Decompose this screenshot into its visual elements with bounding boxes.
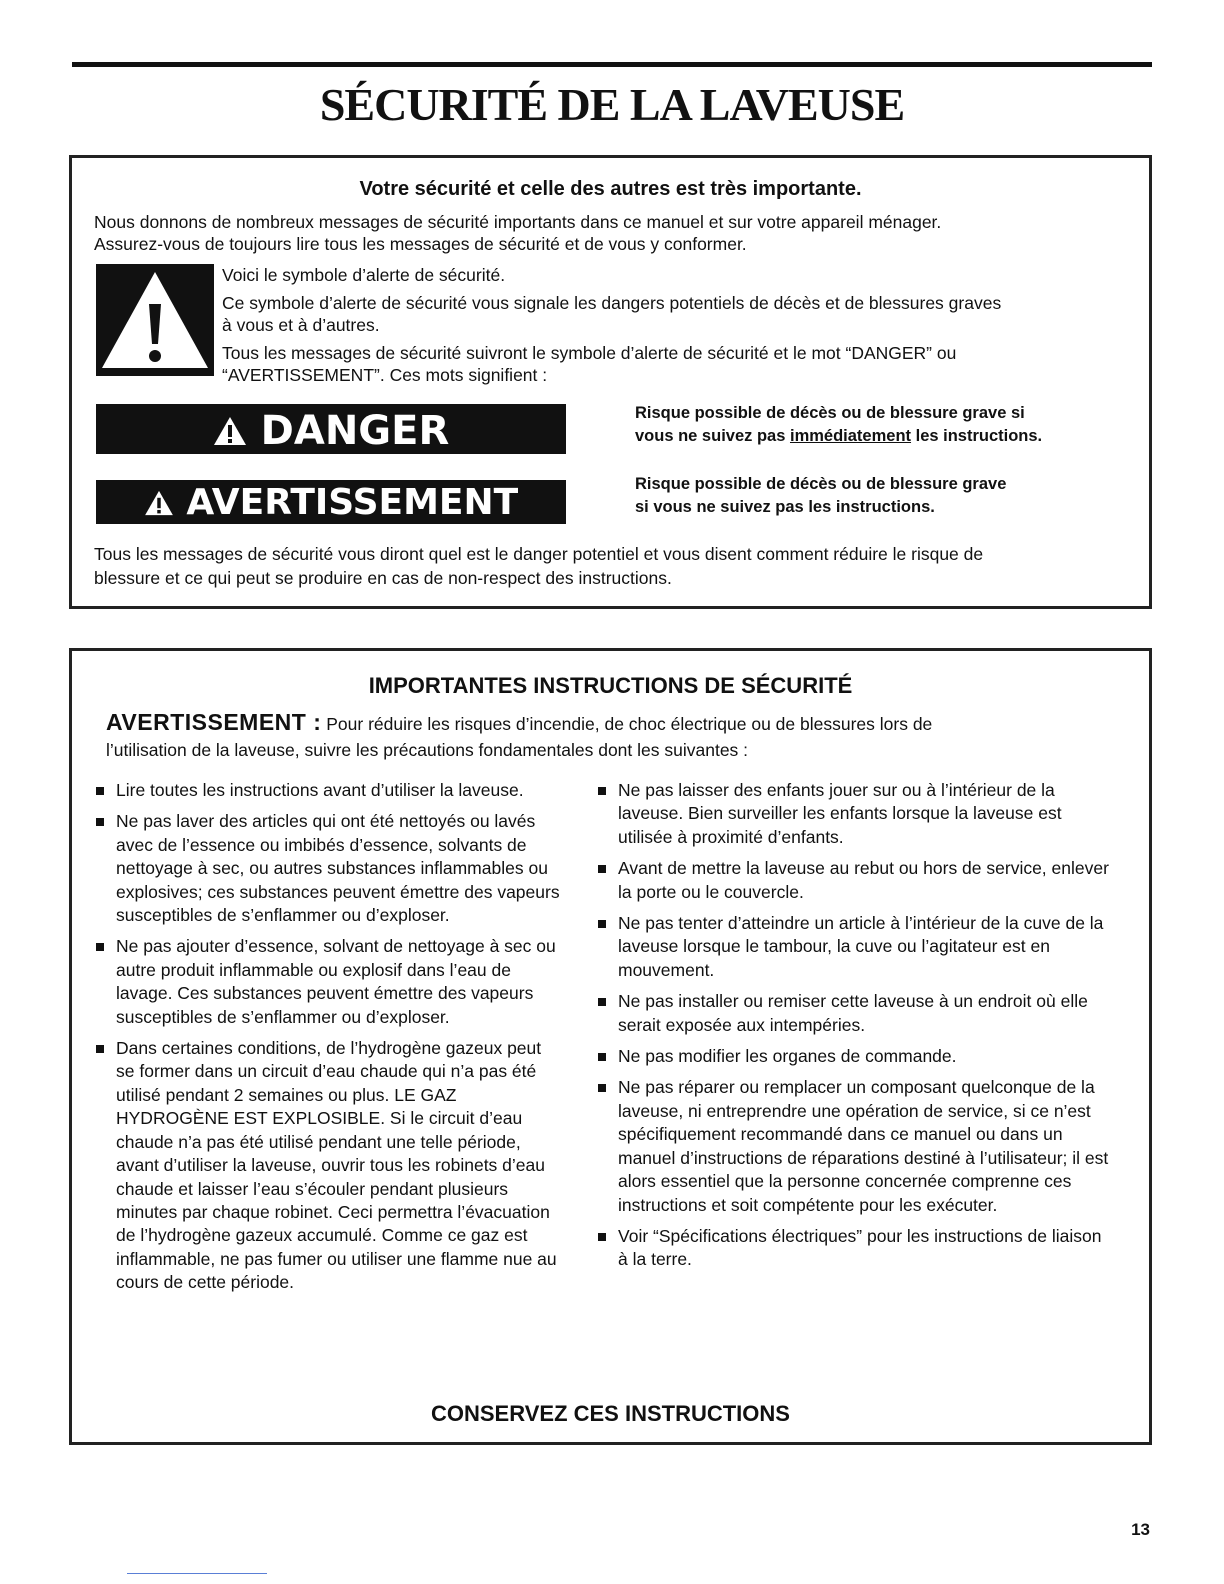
instruction-item: Ne pas modifier les organes de commande. [594, 1045, 1114, 1068]
instruction-item: Ne pas réparer ou remplacer un composant quelconque de la laveuse, ni entreprendre une opération de service, si ce n’est spécifiquement recommandé dans ce manuel ou dans un manuel d’instructions de réparations destiné à l’utilisateur; il est alors essentiel que la personne concernée comprenne ces instructions et soit compétente pour les exécuter. [594, 1076, 1114, 1216]
instruction-item: Ne pas tenter d’atteindre un article à l’intérieur de la cuve de la laveuse lorsque le tambour, la cuve ou l’agitateur est en mouvement. [594, 912, 1114, 982]
instruction-item: Ne pas laisser des enfants jouer sur ou à l’intérieur de la laveuse. Bien surveiller les enfants lorsque la laveuse est utilisée à proximité d’enfants. [594, 779, 1114, 849]
warning-label: AVERTISSEMENT [186, 482, 519, 523]
page-title: SÉCURITÉ DE LA LAVEUSE [319, 79, 905, 130]
warning-signal-bar [96, 480, 566, 524]
bullet-square-icon [96, 943, 104, 951]
bullet-square-icon [598, 1053, 606, 1061]
top-rule [72, 62, 1152, 67]
instruction-item: Ne pas laver des articles qui ont été nettoyés ou lavés avec de l’essence ou imbibés d’essence, solvants de nettoyage à sec, ou autres substances inflammables ou explosives; ces substances peuvent émettre des vapeurs susceptibles de s’enflammer ou d’exploser. [92, 810, 562, 927]
safety-footer: Tous les messages de sécurité vous diront quel est le danger potentiel et vous disent comment réduire le risque de blessure et ce qui peut se produire en cas de non-respect des instructions. [94, 544, 984, 588]
instruction-item: Dans certaines conditions, de l’hydrogène gazeux peut se former dans un circuit d’eau chaude qui n’a pas été utilisé pendant 2 semaines ou plus. LE GAZ HYDROGÈNE EST EXPLOSIBLE. Si le circuit d’eau chaude n’a pas été utilisé pendant une telle période, avant d’utiliser la laveuse, ouvrir tous les robinets d’eau chaude et laisser l’eau s’écouler pendant plusieurs minutes par chaque robinet. Ceci permettra l’évacuation de l’hydrogène gazeux accumulé. Comme ce gaz est inflammable, ne pas fumer ou utiliser une flamme nue au cours de cette période. [92, 1037, 562, 1294]
alert-triangle-icon [144, 490, 174, 516]
save-instructions-footer: CONSERVEZ CES INSTRUCTIONS [431, 1401, 790, 1426]
scan-artifact-line [127, 1573, 267, 1574]
bullet-square-icon [598, 787, 606, 795]
safety-intro: Nous donnons de nombreux messages de sécurité importants dans ce manuel et sur votre appareil ménager. Assurez-vous de toujours lire tous les messages de sécurité et de vous y conformer. [94, 212, 942, 254]
danger-label: DANGER [260, 408, 450, 454]
instruction-item: Lire toutes les instructions avant d’utiliser la laveuse. [92, 779, 562, 802]
symbol-description: Voici le symbole d’alerte de sécurité. Ce symbole d’alerte de sécurité vous signale les dangers potentiels de décès et de blessures graves à vous et à d’autres. Tous les messages de sécurité suivront le symbole d’alerte de sécurité et le mot “DANGER” ou “AVERTISSEMENT”. Ces mots signifient : [222, 264, 1132, 386]
bullet-square-icon [598, 1084, 606, 1092]
danger-signal-bar [96, 404, 566, 454]
bullet-square-icon [96, 787, 104, 795]
bullet-square-icon [598, 920, 606, 928]
warning-keyword: AVERTISSEMENT : [106, 709, 322, 735]
bullet-square-icon [598, 1233, 606, 1241]
safety-heading: Votre sécurité et celle des autres est très importante. [359, 178, 862, 200]
page-number: 13 [1131, 1520, 1150, 1539]
instructions-title: IMPORTANTES INSTRUCTIONS DE SÉCURITÉ [368, 673, 853, 698]
safety-alert-icon [96, 264, 214, 376]
left-instruction-list [92, 779, 562, 1303]
symbol-intro: Voici le symbole d’alerte de sécurité. [222, 265, 506, 285]
danger-description: Risque possible de décès ou de blessure grave si vous ne suivez pas immédiatement les instructions. [635, 404, 1043, 445]
instructions-warning: AVERTISSEMENT : Pour réduire les risques d’incendie, de choc électrique ou de blessures lors de [106, 709, 933, 735]
instruction-item: Voir “Spécifications électriques” pour les instructions de liaison à la terre. [594, 1225, 1114, 1272]
safety-message-box [69, 155, 1152, 609]
right-instruction-list [594, 779, 1114, 1280]
warning-description: Risque possible de décès ou de blessure grave si vous ne suivez pas les instructions. [635, 475, 1007, 516]
alert-triangle-icon [213, 416, 247, 446]
instruction-item: Ne pas installer ou remiser cette laveuse à un endroit où elle serait exposée aux intempéries. [594, 990, 1114, 1037]
bullet-square-icon [96, 1045, 104, 1053]
bullet-square-icon [598, 998, 606, 1006]
bullet-square-icon [96, 818, 104, 826]
bullet-square-icon [598, 865, 606, 873]
instruction-item: Avant de mettre la laveuse au rebut ou hors de service, enlever la porte ou le couvercle. [594, 857, 1114, 904]
important-instructions-box [69, 648, 1152, 1445]
warning-text-line2: l’utilisation de la laveuse, suivre les précautions fondamentales dont les suivantes : [106, 740, 749, 760]
instruction-item: Ne pas ajouter d’essence, solvant de nettoyage à sec ou autre produit inflammable ou explosif dans l’eau de lavage. Ces substances peuvent émettre des vapeurs susceptibles de s’enflammer ou d’exploser. [92, 935, 562, 1029]
